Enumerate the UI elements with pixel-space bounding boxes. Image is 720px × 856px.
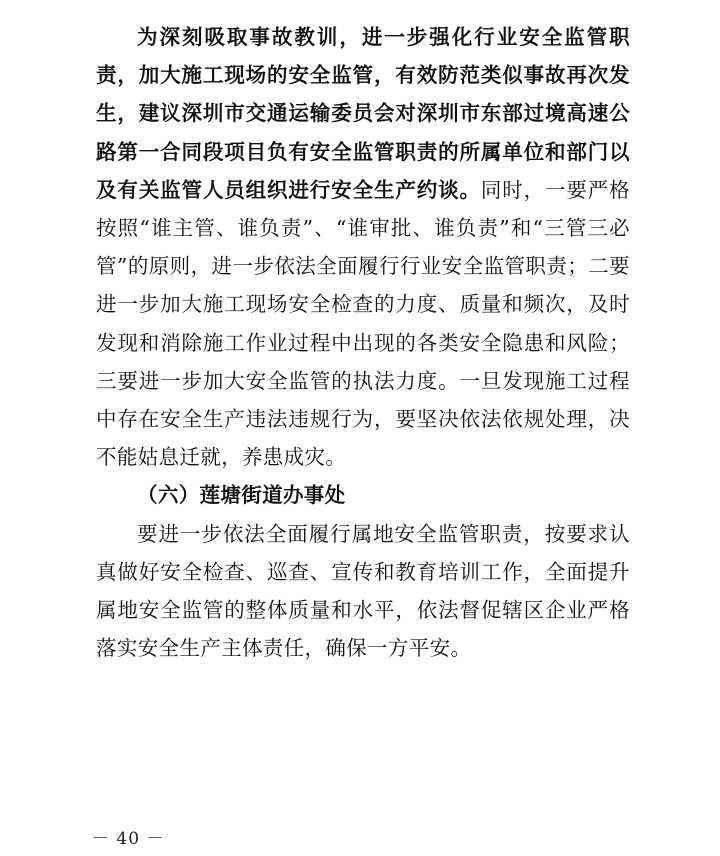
document-body xyxy=(96,18,630,667)
paragraph-recommendation xyxy=(96,18,630,476)
paragraph-normal-text: 同时，一要严格按照“谁主管、谁负责”、“谁审批、谁负责”和“三管三必管”的原则，进一步依法全面履行行业安全监管职责；二要进一步加大施工现场安全检查的力度、质量和频次，及时发现和消除施工作业过程中出现的各类安全隐患和风险；三要进一步加大安全监管的执法力度。一旦发现施工过程中存在安全生产违法违规行为，要坚决依法依规处理，决不能姑息迁就，养患成灾。 xyxy=(96,177,630,470)
section-heading: （六）莲塘街道办事处 xyxy=(137,483,346,508)
paragraph-bold-text: 为深刻吸取事故教训，进一步强化行业安全监管职责，加大施工现场的安全监管，有效防范类似事故再次发生，建议深圳市交通运输委员会对深圳市东部过境高速公路第一合同段项目负有安全监管职责的所属单位和部门以及有关监管人员组织进行安全生产约谈。 xyxy=(96,25,630,202)
paragraph-subdistrict: 要进一步依法全面履行属地安全监管职责，按要求认真做好安全检查、巡查、宣传和教育培训工作，全面提升属地安全监管的整体质量和水平，依法督促辖区企业严格落实安全生产主体责任，确保一方平安。 xyxy=(96,521,630,661)
page-number: － 40 － xyxy=(92,829,165,849)
